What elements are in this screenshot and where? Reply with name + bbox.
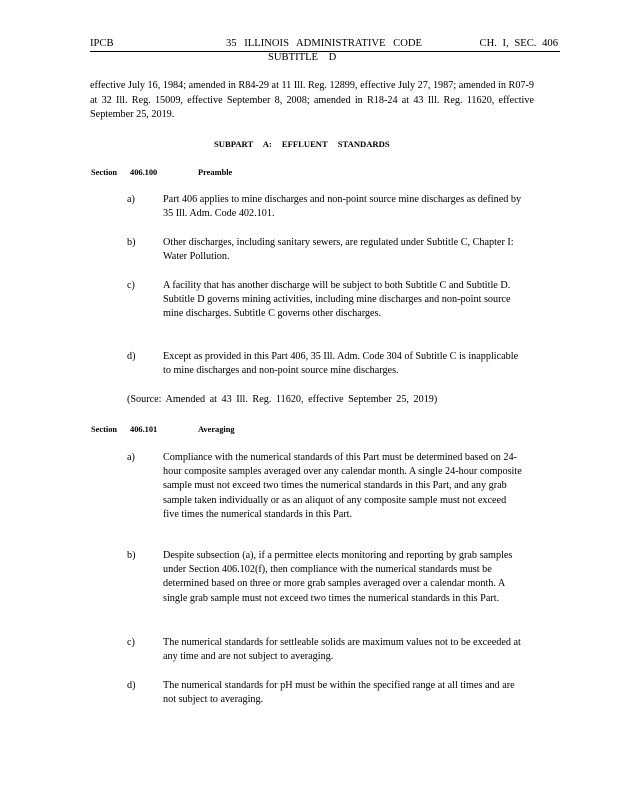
header-subtitle: SUBTITLE D — [268, 52, 337, 63]
section-number: 406.100 — [130, 168, 158, 177]
section-title: Averaging — [198, 425, 235, 434]
item-text: A facility that has another discharge will be subject to both Subtitle C and Subtitle D. Subtitle D governs mining activities, including mine discharges and non-point source mine discharges. Subtitle C governs other discharges. — [163, 280, 511, 320]
item-letter: c) — [127, 280, 135, 291]
header-left: IPCB — [90, 38, 114, 49]
item-text: Compliance with the numerical standards of this Part must be determined based on 24-hour composite samples averaged over any calendar month. A single 24-hour composite sample must not exceed two times the numerical standards in this Part, and any grab sample taken individually or as an aliquot of any composite sample must not exceed five times the numerical standards in this Part. — [163, 452, 522, 520]
source-note: (Source: Amended at 43 Ill. Reg. 11620, effective September 25, 2019) — [127, 394, 438, 405]
section-label: Section — [91, 168, 118, 177]
item-letter: a) — [127, 452, 135, 463]
header-center: 35 ILLINOIS ADMINISTRATIVE CODE — [226, 38, 422, 49]
section-title: Preamble — [198, 168, 233, 177]
item-letter: d) — [127, 351, 136, 362]
item-letter: a) — [127, 194, 135, 205]
item-text: Except as provided in this Part 406, 35 Ill. Adm. Code 304 of Subtitle C is inapplicable to mine discharges and non-point source mine discharges. — [163, 351, 519, 377]
history-note: effective July 16, 1984; amended in R84-29 at 11 Ill. Reg. 12899, effective July 27, 1987; amended in R07-9 at 32 Ill. Reg. 15009, effective September 8, 2008; amended in R18-24 at 43 Ill. Reg. 11620, effective September 25, 2019. — [90, 80, 534, 120]
item-text: The numerical standards for settleable solids are maximum values not to be exceeded at any time and are not subject to averaging. — [163, 637, 521, 663]
section-label: Section — [91, 425, 118, 434]
subpart-heading: SUBPART A: EFFLUENT STANDARDS — [214, 139, 390, 149]
item-text: Despite subsection (a), if a permittee elects monitoring and reporting by grab samples under Section 406.102(f), then compliance with the numerical standards must be determined based on three or more grab samples averaged over a calendar month. A single grab sample must not exceed two times the numerical standards in this Part. — [163, 550, 513, 604]
item-letter: b) — [127, 237, 136, 248]
item-letter: d) — [127, 680, 136, 691]
item-text: The numerical standards for pH must be within the specified range at all times and are not subject to averaging. — [163, 680, 515, 706]
item-letter: c) — [127, 637, 135, 648]
item-letter: b) — [127, 550, 136, 561]
running-header — [90, 37, 560, 52]
header-right: CH. I, SEC. 406 — [479, 38, 558, 49]
item-text: Part 406 applies to mine discharges and non-point source mine discharges as defined by 35 Ill. Adm. Code 402.101. — [163, 194, 522, 220]
section-number: 406.101 — [130, 425, 158, 434]
item-text: Other discharges, including sanitary sewers, are regulated under Subtitle C, Chapter I: Water Pollution. — [163, 237, 514, 263]
